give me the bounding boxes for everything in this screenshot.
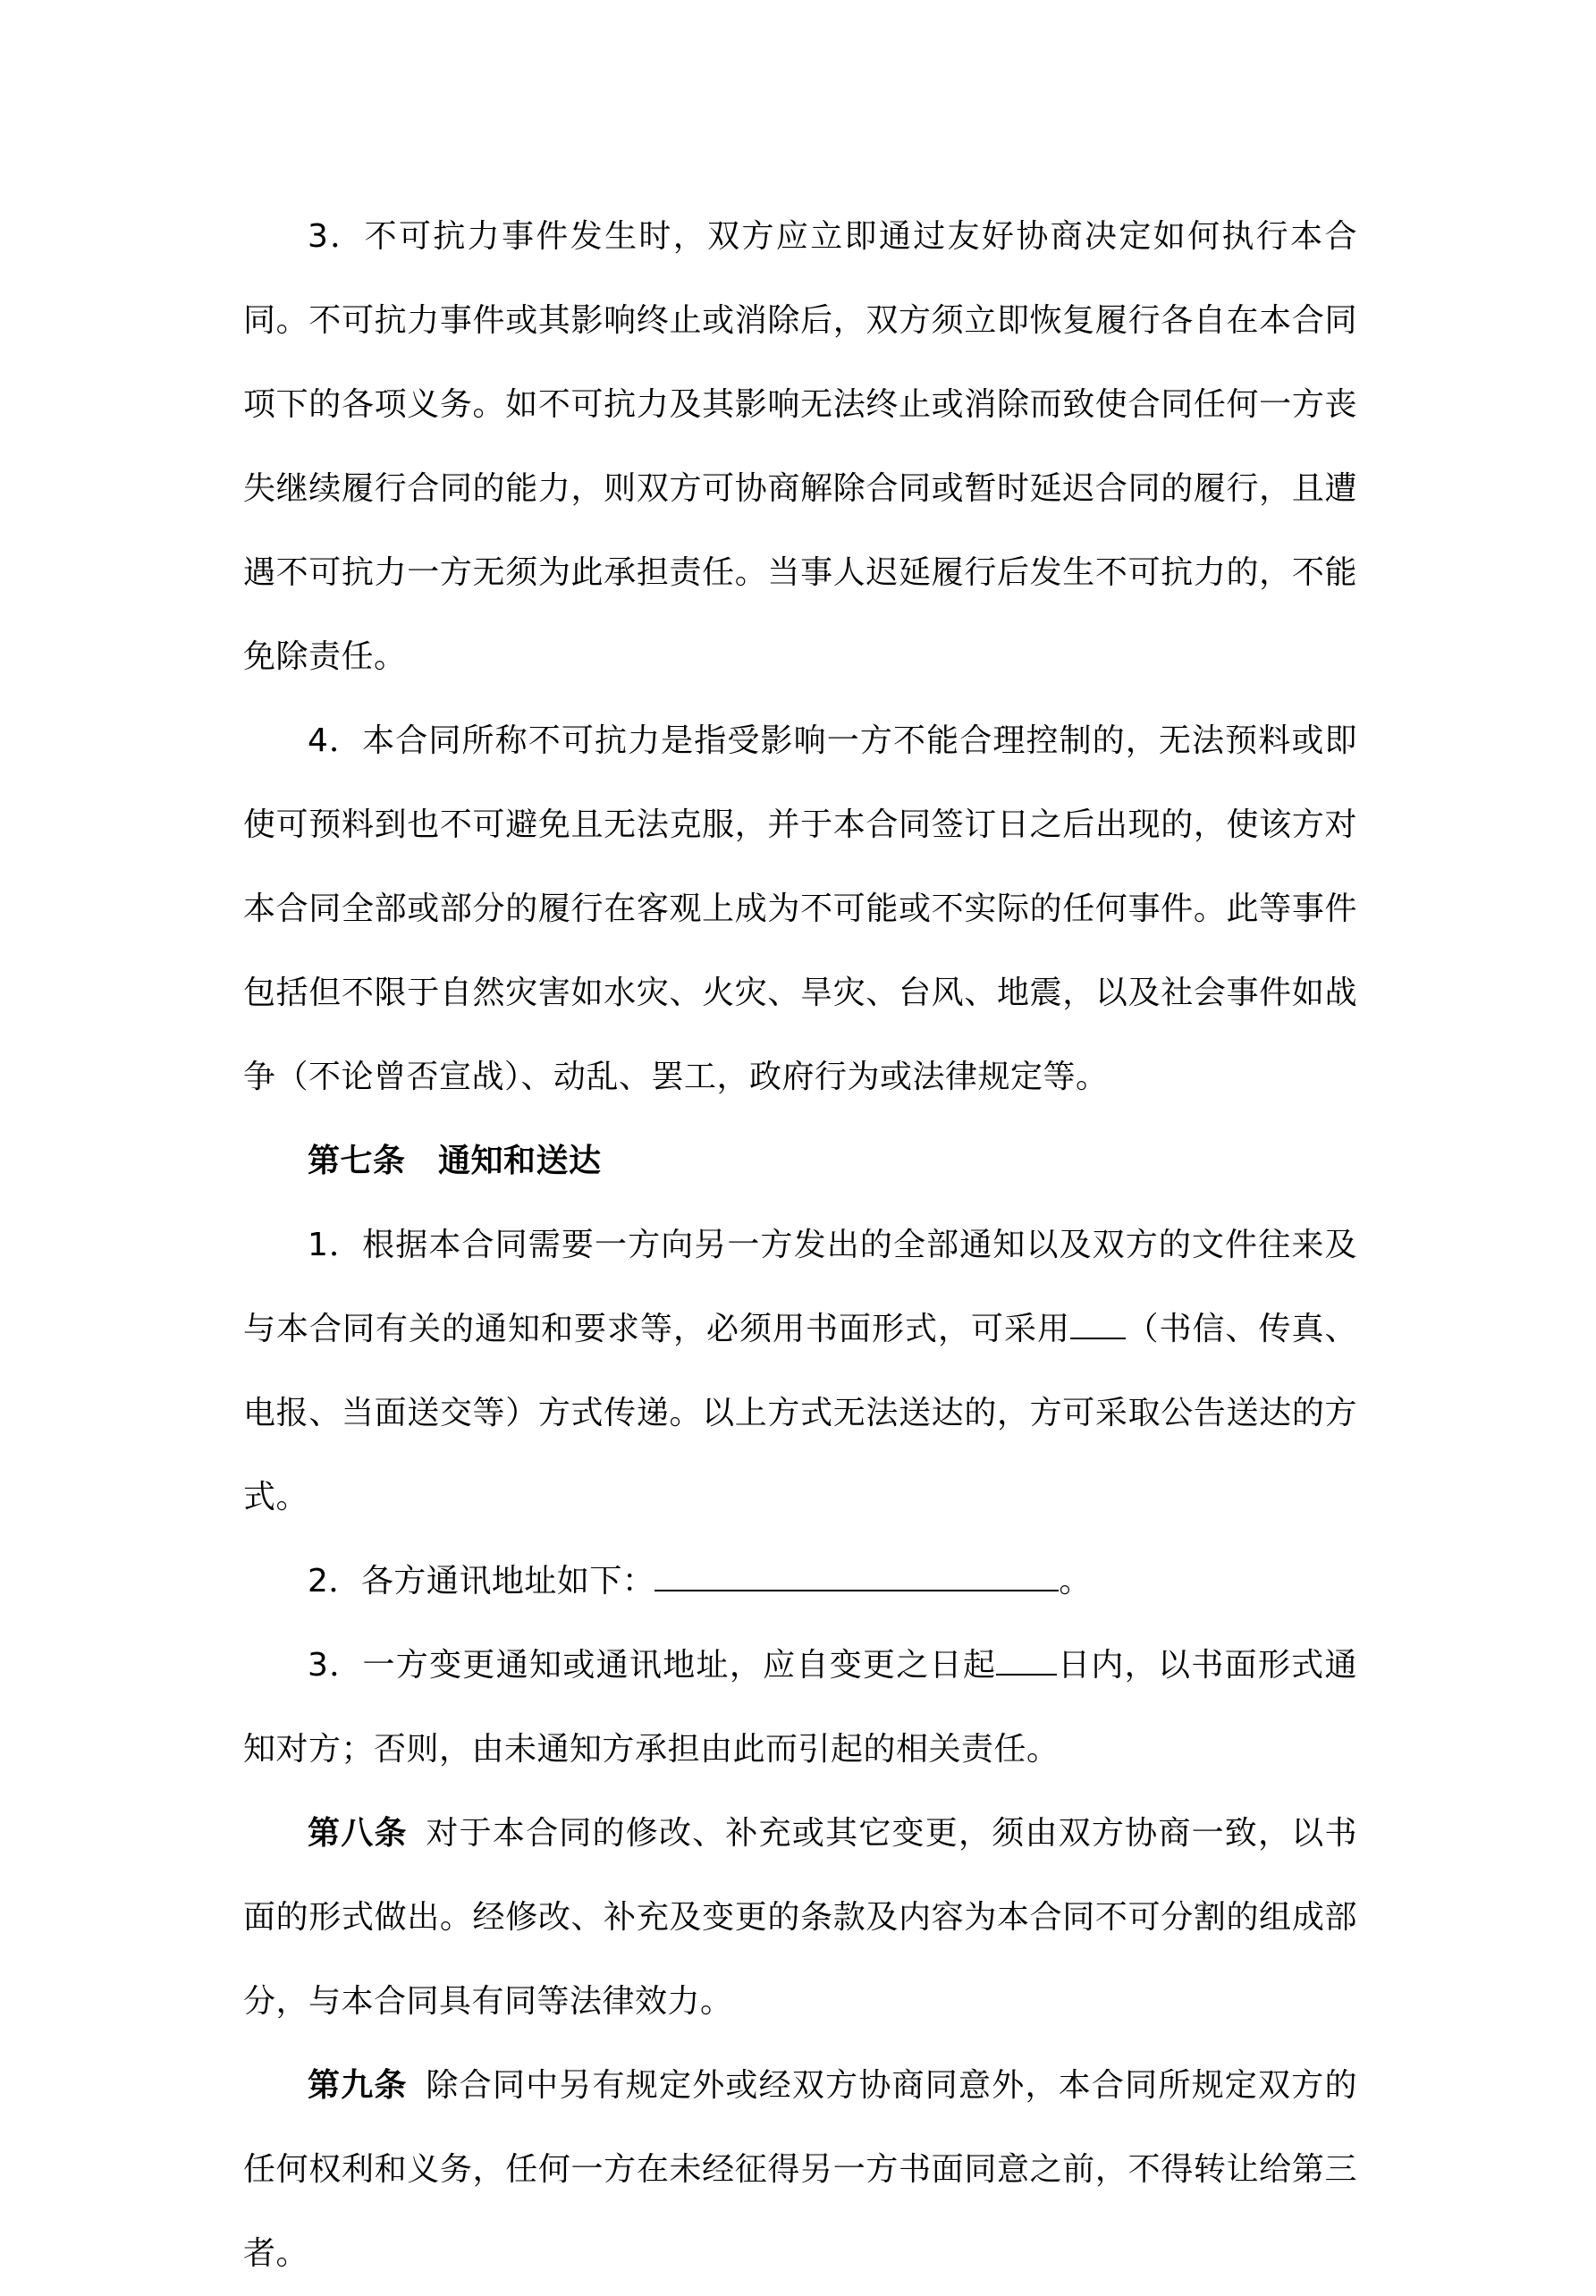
article-7-clause-1	[243, 1203, 1357, 1540]
article-8-label: 第八条	[308, 1815, 408, 1852]
document-body	[243, 195, 1357, 2296]
clause-text: 。	[1059, 1563, 1092, 1600]
clause-text: 2．各方通讯地址如下：	[308, 1563, 655, 1600]
clause-text: 1．根据本合同需要一方向另一方发出的全部通知以及双方的文件往来及与本合同有关的通知和要求等，必须用书面形式，可采用	[243, 1227, 1357, 1347]
delivery-method-blank[interactable]	[1070, 1311, 1126, 1339]
clause-text: 3．一方变更通知或通讯地址，应自变更之日起	[308, 1647, 997, 1684]
force-majeure-clause-3: 3．不可抗力事件发生时，双方应立即通过友好协商决定如何执行本合同。不可抗力事件或其影响终止或消除后，双方须立即恢复履行各自在本合同项下的各项义务。如不可抗力及其影响无法终止或消除而致使合同任何一方丧失继续履行合同的能力，则双方可协商解除合同或暂时延迟合同的履行，且遭遇不可抗力一方无须为此承担责任。当事人迟延履行后发生不可抗力的，不能免除责任。	[243, 218, 1357, 675]
days-blank[interactable]	[996, 1647, 1057, 1676]
article-9-text: 除合同中另有规定外或经双方协商同意外，本合同所规定双方的任何权利和义务，任何一方在未经征得另一方书面同意之前，不得转让给第三者。	[243, 2067, 1357, 2272]
address-blank[interactable]	[654, 1563, 1059, 1591]
article-9	[243, 2044, 1357, 2296]
force-majeure-clause-4: 4．本合同所称不可抗力是指受影响一方不能合理控制的，无法预料或即使可预料到也不可避免且无法克服，并于本合同签订日之后出现的，使该方对本合同全部或部分的履行在客观上成为不可能或不实际的任何事件。此等事件包括但不限于自然灾害如水灾、火灾、旱灾、台风、地震，以及社会事件如战争（不论曾否宣战）、动乱、罢工，政府行为或法律规定等。	[243, 722, 1357, 1095]
article-8	[243, 1792, 1357, 2044]
article-9-label: 第九条	[308, 2067, 408, 2104]
article-7-clause-3	[243, 1624, 1357, 1792]
clause-text: （书信、传真、电报、当面送交等）方式传递。以上方式无法送达的，方可采取公告送达的方式。	[243, 1311, 1357, 1515]
clause-text: 日内，以书面形式通知对方；否则，由未通知方承担由此而引起的相关责任。	[243, 1647, 1357, 1768]
article-7-clause-2	[243, 1540, 1357, 1624]
article-8-text: 对于本合同的修改、补充或其它变更，须由双方协商一致，以书面的形式做出。经修改、补充及变更的条款及内容为本合同不可分割的组成部分，与本合同具有同等法律效力。	[243, 1815, 1357, 2020]
article-7-heading: 第七条 通知和送达	[308, 1143, 602, 1179]
